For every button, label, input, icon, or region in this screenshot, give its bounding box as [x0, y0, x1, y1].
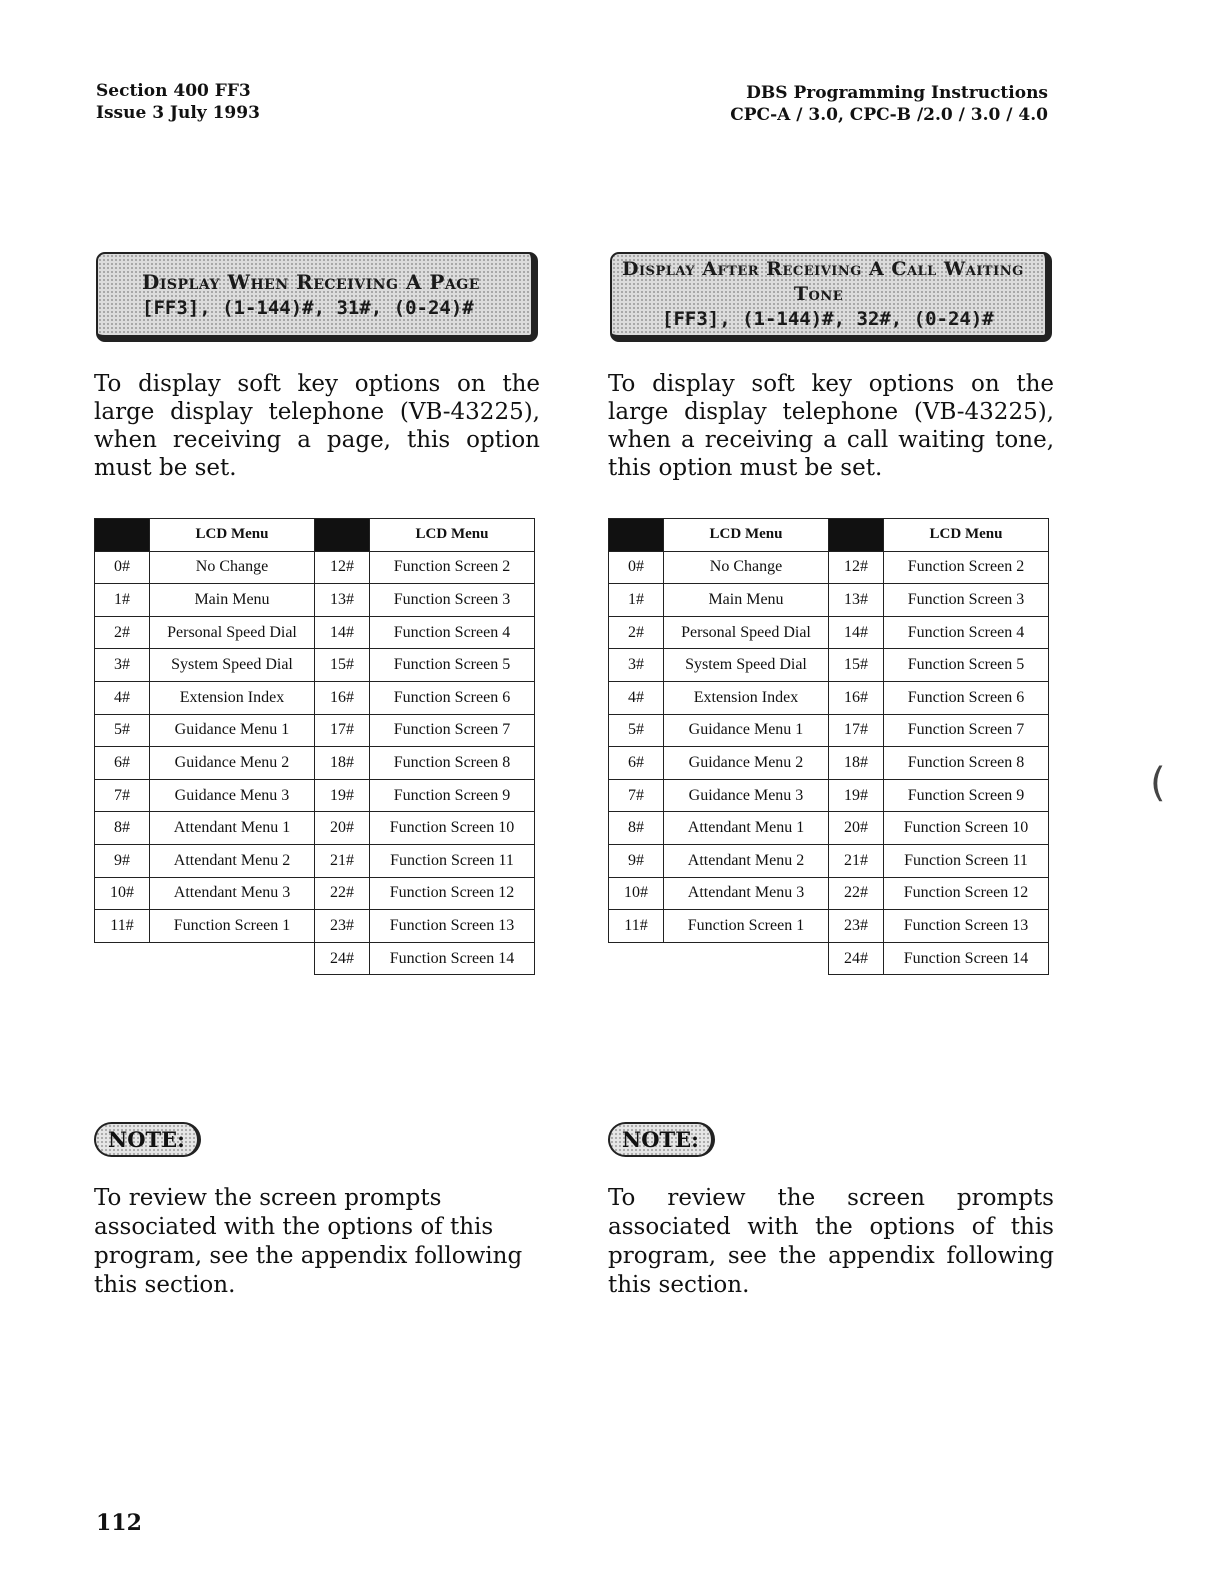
option-name: Function Screen 5: [370, 649, 535, 682]
option-code: 21#: [829, 844, 884, 877]
option-code: 12#: [315, 551, 370, 584]
option-name: Attendant Menu 3: [664, 877, 829, 910]
option-name: Extension Index: [664, 681, 829, 714]
option-name: Function Screen 9: [884, 779, 1049, 812]
option-code: 0#: [95, 551, 150, 584]
table-row: [609, 779, 1049, 812]
left-column: [94, 250, 540, 1298]
lcd-menu-header: LCD Menu: [370, 519, 535, 552]
option-code: 19#: [315, 779, 370, 812]
section-label: Section 400 FF3: [96, 81, 251, 101]
option-name: Attendant Menu 2: [664, 844, 829, 877]
empty-cell: [95, 942, 315, 975]
option-name: Main Menu: [664, 584, 829, 617]
option-code: 7#: [609, 779, 664, 812]
empty-cell: [609, 942, 829, 975]
table-row: [95, 714, 535, 747]
option-code: 22#: [829, 877, 884, 910]
left-paragraph: To display soft key options on the large display telephone (VB-43225), when receiving a page, this option must be set.: [94, 371, 540, 481]
left-banner-code: [FF3], (1-144)#, 31#, (0-24)#: [142, 296, 474, 319]
table-row: [609, 812, 1049, 845]
option-code: 4#: [609, 681, 664, 714]
option-code: 16#: [315, 681, 370, 714]
option-name: Function Screen 1: [664, 910, 829, 943]
option-code: 15#: [829, 649, 884, 682]
table-row: [95, 681, 535, 714]
option-code: 11#: [609, 910, 664, 943]
option-name: Function Screen 14: [370, 942, 535, 975]
option-code: 6#: [95, 747, 150, 780]
table-row: [95, 910, 535, 943]
option-name: Personal Speed Dial: [150, 616, 315, 649]
option-name: Function Screen 14: [884, 942, 1049, 975]
table-row: [95, 844, 535, 877]
right-banner-title-2: Tone: [793, 283, 844, 305]
option-name: Guidance Menu 3: [150, 779, 315, 812]
right-note-text: To review the screen prompts associated with the options of this program, see the appendix following this section.: [608, 1185, 1054, 1298]
right-column: [608, 250, 1054, 1298]
option-code: 5#: [95, 714, 150, 747]
version-label: CPC-A / 3.0, CPC-B /2.0 / 3.0 / 4.0: [730, 105, 1048, 125]
option-code: 6#: [609, 747, 664, 780]
table-row: [95, 584, 535, 617]
option-code: 14#: [315, 616, 370, 649]
table-row: [95, 616, 535, 649]
option-name: Function Screen 10: [370, 812, 535, 845]
table-row: [609, 844, 1049, 877]
option-code: 22#: [315, 877, 370, 910]
option-name: Function Screen 11: [884, 844, 1049, 877]
option-name: Function Screen 13: [370, 910, 535, 943]
option-name: Attendant Menu 2: [150, 844, 315, 877]
lcd-menu-header: LCD Menu: [884, 519, 1049, 552]
table-row: [609, 910, 1049, 943]
option-code: 1#: [95, 584, 150, 617]
right-paragraph: To display soft key options on the large display telephone (VB-43225), when a receiving a call waiting tone, this option must be set.: [608, 371, 1054, 481]
right-lcd-table: [608, 518, 1049, 975]
option-code: 24#: [315, 942, 370, 975]
option-code: 14#: [829, 616, 884, 649]
option-code: 5#: [609, 714, 664, 747]
option-name: Function Screen 7: [884, 714, 1049, 747]
option-name: Extension Index: [150, 681, 315, 714]
lcd-menu-header: LCD Menu: [664, 519, 829, 552]
option-code: 20#: [315, 812, 370, 845]
option-code: 10#: [95, 877, 150, 910]
left-banner-title: Display When Receiving A Page: [142, 269, 480, 294]
option-name: Function Screen 4: [370, 616, 535, 649]
table-row: [609, 877, 1049, 910]
option-code: 16#: [829, 681, 884, 714]
option-name: Function Screen 10: [884, 812, 1049, 845]
table-row: [609, 681, 1049, 714]
option-name: Function Screen 11: [370, 844, 535, 877]
option-code: 8#: [609, 812, 664, 845]
option-code: 1#: [609, 584, 664, 617]
left-banner-wrap: [94, 250, 540, 350]
table-row: [95, 877, 535, 910]
page-number: 112: [96, 1510, 142, 1536]
table-row: [95, 649, 535, 682]
left-note-text: To review the screen prompts associated with the options of this program, see the appendix following this section.: [94, 1185, 523, 1298]
lcd-menu-header: LCD Menu: [150, 519, 315, 552]
option-name: Function Screen 8: [370, 747, 535, 780]
table-row: [609, 747, 1049, 780]
option-code: 23#: [829, 910, 884, 943]
option-name: Guidance Menu 2: [664, 747, 829, 780]
table-row: [609, 551, 1049, 584]
table-row: [609, 616, 1049, 649]
table-row: [95, 812, 535, 845]
option-code: 3#: [609, 649, 664, 682]
option-code: 11#: [95, 910, 150, 943]
option-code: 21#: [315, 844, 370, 877]
option-code: 4#: [95, 681, 150, 714]
table-row: [95, 779, 535, 812]
option-name: Function Screen 3: [884, 584, 1049, 617]
option-name: Function Screen 3: [370, 584, 535, 617]
option-code: 19#: [829, 779, 884, 812]
right-banner-code: [FF3], (1-144)#, 32#, (0-24)#: [662, 308, 994, 330]
left-lcd-table: [94, 518, 535, 975]
option-name: System Speed Dial: [664, 649, 829, 682]
table-header-row: [95, 519, 535, 552]
option-name: Personal Speed Dial: [664, 616, 829, 649]
option-name: Attendant Menu 1: [664, 812, 829, 845]
option-code: 2#: [95, 616, 150, 649]
manual-title: DBS Programming Instructions: [746, 83, 1048, 103]
option-name: Function Screen 12: [370, 877, 535, 910]
option-name: Function Screen 13: [884, 910, 1049, 943]
table-row: [609, 649, 1049, 682]
option-code: 2#: [609, 616, 664, 649]
table-row: [95, 551, 535, 584]
option-name: Guidance Menu 3: [664, 779, 829, 812]
option-code: 13#: [315, 584, 370, 617]
right-banner-wrap: [608, 250, 1054, 350]
header-blank-cell: [315, 519, 370, 552]
option-name: Function Screen 1: [150, 910, 315, 943]
option-code: 17#: [315, 714, 370, 747]
header-blank-cell: [829, 519, 884, 552]
table-row: [609, 584, 1049, 617]
option-name: Function Screen 4: [884, 616, 1049, 649]
option-code: 10#: [609, 877, 664, 910]
option-code: 18#: [829, 747, 884, 780]
table-row: [609, 714, 1049, 747]
header-blank-cell: [609, 519, 664, 552]
left-banner: [96, 252, 538, 342]
option-name: No Change: [664, 551, 829, 584]
left-note-badge: NOTE:: [94, 1122, 201, 1157]
option-name: Guidance Menu 1: [150, 714, 315, 747]
option-name: Main Menu: [150, 584, 315, 617]
option-code: 18#: [315, 747, 370, 780]
header-blank-cell: [95, 519, 150, 552]
header-left: [96, 80, 260, 124]
table-header-row: [609, 519, 1049, 552]
option-name: Function Screen 2: [370, 551, 535, 584]
option-name: Function Screen 2: [884, 551, 1049, 584]
right-banner-title: Display After Receiving A Call Waiting: [622, 258, 1024, 280]
option-code: 9#: [609, 844, 664, 877]
option-code: 20#: [829, 812, 884, 845]
option-code: 7#: [95, 779, 150, 812]
option-name: No Change: [150, 551, 315, 584]
option-code: 23#: [315, 910, 370, 943]
option-name: Guidance Menu 1: [664, 714, 829, 747]
option-name: Function Screen 6: [370, 681, 535, 714]
option-code: 12#: [829, 551, 884, 584]
option-name: Attendant Menu 1: [150, 812, 315, 845]
right-note-badge: NOTE:: [608, 1122, 715, 1157]
option-name: Function Screen 8: [884, 747, 1049, 780]
option-name: Attendant Menu 3: [150, 877, 315, 910]
option-name: Guidance Menu 2: [150, 747, 315, 780]
table-row: [95, 942, 535, 975]
option-code: 0#: [609, 551, 664, 584]
margin-mark: (: [1150, 760, 1166, 806]
option-name: Function Screen 5: [884, 649, 1049, 682]
issue-label: Issue 3 July 1993: [96, 103, 260, 123]
header-right: [730, 82, 1048, 126]
option-code: 13#: [829, 584, 884, 617]
option-code: 9#: [95, 844, 150, 877]
right-banner: [610, 252, 1052, 342]
option-name: System Speed Dial: [150, 649, 315, 682]
option-code: 17#: [829, 714, 884, 747]
option-name: Function Screen 12: [884, 877, 1049, 910]
option-code: 15#: [315, 649, 370, 682]
option-code: 24#: [829, 942, 884, 975]
option-code: 8#: [95, 812, 150, 845]
option-name: Function Screen 6: [884, 681, 1049, 714]
table-row: [95, 747, 535, 780]
option-name: Function Screen 7: [370, 714, 535, 747]
option-name: Function Screen 9: [370, 779, 535, 812]
option-code: 3#: [95, 649, 150, 682]
table-row: [609, 942, 1049, 975]
